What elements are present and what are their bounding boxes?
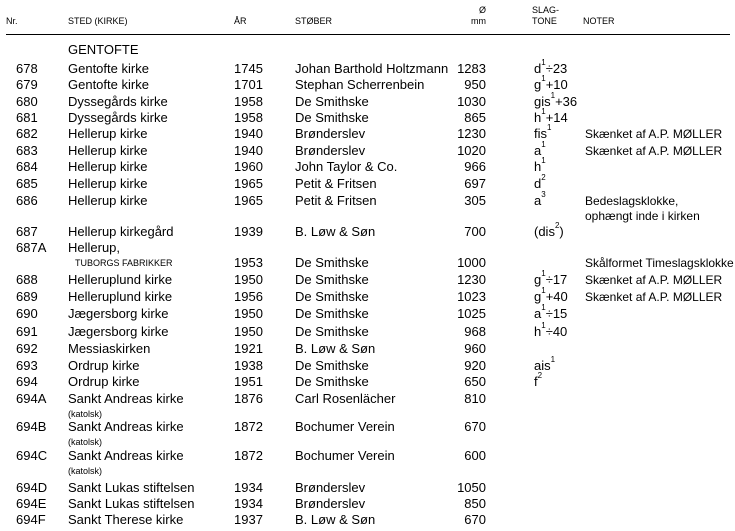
header-rule [6,34,730,35]
row-tone-sup: 1 [547,123,552,132]
row-tone-sup: 1 [541,140,546,149]
row-stober: John Taylor & Co. [295,159,398,174]
row-ar: 1960 [234,159,263,174]
row-mm: 1230 [457,272,486,287]
row-stober: De Smithske [295,255,369,270]
row-tone-rest: +10 [545,77,568,92]
row-nr: 681 [16,110,38,125]
row-sted-note: (katolsk) [68,409,103,419]
row-nr: 694C [16,448,48,463]
row-stober: Brønderslev [295,480,366,495]
row-tone-rest: ) [559,224,564,239]
row-mm: 1023 [457,289,486,304]
row-tone-base: g [534,77,542,92]
row-nr: 691 [16,324,38,339]
row-tone-sup: 1 [550,355,556,364]
row-nr: 686 [16,193,38,208]
row-tone [534,371,543,389]
row-mm: 650 [464,374,486,389]
row-tone [534,123,552,141]
row-tone-sup: 2 [554,221,560,230]
row-stober: Brønderslev [295,143,366,158]
row-stober: Carl Rosenlächer [295,391,396,406]
row-tone [534,58,568,76]
row-tone [534,321,568,339]
row-stober: Bochumer Verein [295,419,395,434]
row-stober: Petit & Fritsen [295,193,377,208]
row-sted-sub: TUBORGS FABRIKKER [75,258,173,268]
row-sted: Ordrup kirke [68,358,140,373]
row-stober: B. Løw & Søn [295,341,376,356]
row-tone-base: a [534,143,542,158]
col-header-mm-bottom: mm [471,16,486,26]
row-note: Bedeslagsklokke, [585,194,679,208]
row-ar: 1953 [234,255,263,270]
row-ar: 1938 [234,358,263,373]
row-tone-sup: 1 [550,91,556,100]
row-mm: 700 [464,224,486,239]
row-stober: De Smithske [295,289,369,304]
row-tone-sup: 3 [541,190,546,199]
row-stober: De Smithske [295,374,369,389]
row-nr: 682 [16,126,38,141]
row-nr: 694D [16,480,48,495]
row-note-line2: Skålformet Timeslagsklokke [585,256,734,270]
row-mm: 305 [464,193,486,208]
row-tone-sup: 2 [541,173,546,182]
row-mm: 1025 [457,306,486,321]
row-mm: 1283 [457,61,486,76]
row-ar: 1876 [234,391,263,406]
row-tone-sup: 1 [541,58,546,67]
row-nr: 692 [16,341,38,356]
row-stober: Brønderslev [295,496,366,511]
row-tone-sup: 1 [541,107,546,116]
row-tone-sup: 1 [541,269,546,278]
row-note: Skænket af A.P. MØLLER [585,273,723,287]
row-nr: 683 [16,143,38,158]
row-ar: 1872 [234,448,263,463]
row-stober: Brønderslev [295,126,366,141]
row-nr: 694B [16,419,47,434]
row-tone-rest: ÷17 [545,272,568,287]
row-ar: 1965 [234,176,263,191]
row-tone-base: d [534,61,542,76]
row-sted-note: (katolsk) [68,437,103,447]
row-note-line2: ophængt inde i kirken [585,209,700,223]
row-sted: Sankt Andreas kirke [68,448,184,463]
row-tone-rest: ÷23 [545,61,568,76]
col-header-noter: NOTER [583,16,615,26]
row-nr: 680 [16,94,38,109]
row-tone-sup: 1 [541,156,546,165]
col-header-ar: ÅR [234,16,247,26]
row-nr: 689 [16,289,38,304]
row-tone-base: g [534,272,542,287]
row-nr: 687A [16,240,47,255]
row-sted: Dyssegårds kirke [68,110,168,125]
row-ar: 1921 [234,341,263,356]
row-sted: Hellerup kirke [68,126,148,141]
row-mm: 865 [464,110,486,125]
row-sted: Hellerup kirkegård [68,224,174,239]
row-tone-sup: 1 [541,303,546,312]
section-title: GENTOFTE [68,42,139,57]
row-stober: Petit & Fritsen [295,176,377,191]
row-sted: Sankt Therese kirke [68,512,184,527]
row-nr: 694E [16,496,47,511]
col-header-tone-top: SLAG- [532,5,560,15]
row-ar: 1934 [234,480,263,495]
row-nr: 694F [16,512,46,527]
row-stober: B. Løw & Søn [295,512,376,527]
row-tone [534,303,568,321]
row-sted: Jægersborg kirke [68,324,169,339]
row-sted: Helleruplund kirke [68,289,173,304]
row-mm: 670 [464,512,486,527]
row-sted: Sankt Lukas stiftelsen [68,496,195,511]
row-ar: 1872 [234,419,263,434]
row-mm: 950 [464,77,486,92]
row-sted: Helleruplund kirke [68,272,173,287]
row-sted: Messiaskirken [68,341,151,356]
row-stober: Bochumer Verein [295,448,395,463]
row-mm: 697 [464,176,486,191]
col-header-stober: STØBER [295,16,333,26]
row-nr: 684 [16,159,38,174]
row-tone-base: h [534,110,542,125]
row-mm: 850 [464,496,486,511]
row-note: Skænket af A.P. MØLLER [585,127,723,141]
row-tone-base: a [534,193,542,208]
row-ar: 1958 [234,110,263,125]
row-stober: De Smithske [295,272,369,287]
row-note: Skænket af A.P. MØLLER [585,144,723,158]
row-mm: 1030 [457,94,486,109]
row-ar: 1950 [234,272,263,287]
row-ar: 1965 [234,193,263,208]
row-mm: 1230 [457,126,486,141]
row-mm: 600 [464,448,486,463]
row-ar: 1956 [234,289,263,304]
row-mm: 1020 [457,143,486,158]
row-nr: 687 [16,224,38,239]
row-tone-base: ais [534,358,551,373]
row-mm: 960 [464,341,486,356]
row-sted: Gentofte kirke [68,61,149,76]
row-ar: 1940 [234,126,263,141]
row-note: Skænket af A.P. MØLLER [585,290,723,304]
row-stober: B. Løw & Søn [295,224,376,239]
row-sted: Jægersborg kirke [68,306,169,321]
row-tone-rest: +36 [555,94,578,109]
row-nr: 679 [16,77,38,92]
row-sted: Sankt Andreas kirke [68,419,184,434]
row-tone [534,190,546,208]
row-tone-sup: 1 [541,286,546,295]
row-tone-base: f [534,374,538,389]
row-sted: Dyssegårds kirke [68,94,168,109]
col-header-nr: Nr. [6,16,18,26]
row-mm: 810 [464,391,486,406]
row-tone-base: gis [534,94,551,109]
row-tone-base: g [534,289,542,304]
row-tone [534,286,568,304]
row-tone-rest: +14 [545,110,568,125]
row-sted-note: (katolsk) [68,466,103,476]
row-tone-sup: 1 [541,74,546,83]
row-tone [534,269,568,287]
row-stober: Stephan Scherrenbein [295,77,425,92]
row-tone-rest: ÷40 [545,324,568,339]
row-stober: De Smithske [295,110,369,125]
row-ar: 1958 [234,94,263,109]
row-ar: 1950 [234,306,263,321]
row-ar: 1937 [234,512,263,527]
row-stober: De Smithske [295,324,369,339]
row-stober: Johan Barthold Holtzmann [295,61,449,76]
row-tone-base: fis [534,126,547,141]
row-stober: De Smithske [295,358,369,373]
row-stober: De Smithske [295,306,369,321]
row-stober: De Smithske [295,94,369,109]
row-tone-rest: +40 [545,289,568,304]
row-nr: 694A [16,391,47,406]
row-nr: 690 [16,306,38,321]
row-ar: 1701 [234,77,263,92]
row-tone [534,74,568,92]
row-nr: 694 [16,374,38,389]
row-tone [534,221,564,239]
col-header-sted: STED (KIRKE) [68,16,128,26]
row-nr: 693 [16,358,38,373]
row-tone-base: h [534,324,542,339]
row-sted: Sankt Andreas kirke [68,391,184,406]
row-mm: 1000 [457,255,486,270]
row-ar: 1934 [234,496,263,511]
row-sted: Hellerup kirke [68,143,148,158]
row-sted: Hellerup, [68,240,121,255]
row-tone-sup: 2 [537,371,543,380]
row-mm: 968 [464,324,486,339]
row-mm: 670 [464,419,486,434]
row-sted: Hellerup kirke [68,193,148,208]
row-ar: 1950 [234,324,263,339]
row-ar: 1939 [234,224,263,239]
row-tone-sup: 1 [541,321,546,330]
col-header-mm-top: Ø [478,5,486,15]
row-tone-base: d [534,176,542,191]
row-sted: Ordrup kirke [68,374,140,389]
row-mm: 920 [464,358,486,373]
row-tone [534,173,546,191]
row-sted: Gentofte kirke [68,77,149,92]
row-nr: 678 [16,61,38,76]
row-sted: Sankt Lukas stiftelsen [68,480,195,495]
row-nr: 685 [16,176,38,191]
row-tone-base: (dis [534,224,555,239]
row-mm: 1050 [457,480,486,495]
row-nr: 688 [16,272,38,287]
row-ar: 1940 [234,143,263,158]
row-tone-base: h [534,159,542,174]
row-ar: 1951 [234,374,263,389]
row-mm: 966 [464,159,486,174]
col-header-tone-bottom: TONE [532,16,557,26]
row-sted: Hellerup kirke [68,176,148,191]
row-tone [534,156,546,174]
row-tone-base: a [534,306,542,321]
row-ar: 1745 [234,61,263,76]
row-sted: Hellerup kirke [68,159,148,174]
row-tone-rest: ÷15 [545,306,568,321]
